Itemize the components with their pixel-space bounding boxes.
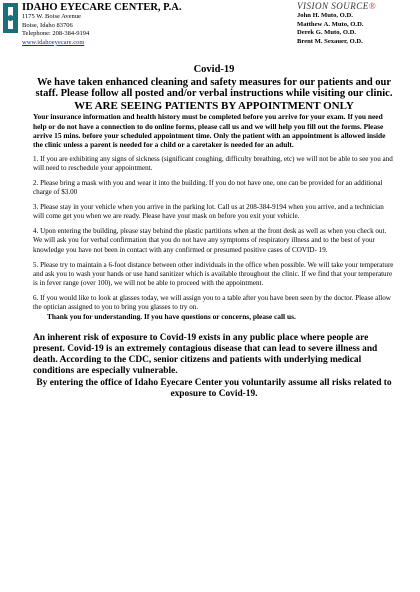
thanks-line: Thank you for understanding. If you have questions or concerns, please call us. (47, 312, 296, 322)
vision-source-logo (297, 1, 376, 11)
doctor-name: Derek G. Muto, O.D. (297, 29, 357, 37)
intro-paragraph: Your insurance information and health history must be completed before you arrive for your exam. If you need help or do not have a connection to do online forms, please call us and we will help you fill out the forms. Please arrive 15 mins. before your scheduled appointment time. Only the patient with an appointment is allowed inside the clinic unless a parent is needed for a child or a caretaker is needed for an adult. (33, 112, 386, 149)
notice-body (33, 64, 395, 400)
vision-source-logo-text: VISION SOURCE (297, 1, 369, 11)
assumption-of-risk: By entering the office of Idaho Eyecare Center you voluntarily assume all risks related to exposure to Covid-19. (36, 378, 392, 400)
doctor-list (297, 12, 417, 47)
doctor-name: Matthew A. Muto, O.D. (297, 20, 364, 28)
instruction-item: 5. Please try to maintain a 6-foot distance between other individuals in the office when possible. We will take your temperature and ask you to wash your hands or use hand sanitizer which is available throughout the clinic. If we find that your temperature is in fever range (over 100), we will not be able to proceed with the appointment. (33, 260, 394, 287)
practice-name: IDAHO EYECARE CENTER, P.A. (22, 2, 182, 13)
doctor-name: Brent M. Sexauer, O.D. (297, 38, 363, 46)
appointment-heading: WE ARE SEEING PATIENTS BY APPOINTMENT ONLY (74, 100, 354, 113)
doctor-name: John H. Muto, O.D. (297, 12, 353, 19)
logo-dot-icon: ® (368, 1, 377, 11)
website-link[interactable]: www.idahoeyecare.com (22, 38, 85, 46)
eye-logo-icon (3, 3, 18, 33)
instruction-item: 1. If you are exhibiting any signs of sickness (significant coughing, difficulty breathing, etc) we will not be able to see you and will need to reschedule your appointment. (33, 154, 393, 172)
instruction-item: 6. If you would like to look at glasses today, we will assign you to a table after you have been seen by the doctor. Please allow the optician assigned to you to bring you glasses to try on. (33, 293, 391, 311)
instruction-item: 3. Please stay in your vehicle when you arrive in the parking lot. Call us at 208-384-9194 when you arrive, and a technician will come get you when we are ready. Please have your mask on before you exit your vehicle. (33, 203, 384, 221)
instruction-item: 2. Please bring a mask with you and wear it into the building. If you do not have one, one can be provided for an additional charge of $3.00 (33, 178, 383, 197)
address-line-2: Boise, Idaho 83706 (22, 21, 73, 29)
notice-lead: We have taken enhanced cleaning and safety measures for our patients and our staff. Please follow all posted and/or verbal instructions while visiting our clinic. (35, 77, 393, 100)
notice-title: Covid-19 (193, 64, 235, 75)
address-line-1: 1175 W. Boise Avenue (22, 13, 81, 20)
instruction-item: 4. Upon entering the building, please stay behind the plastic partitions when at the front desk as well as when you check out. We will ask you for verbal confirmation that you do not have any symptoms of respiratory illness and to the best of your knowledge you have not been in contact with any confirmed or presumed positive cases of COVID- 19. (33, 227, 387, 254)
telephone: Telephone: 208-384-9194 (22, 30, 90, 38)
practice-info (22, 2, 252, 47)
risk-statement: An inherent risk of exposure to Covid-19 exists in any public place where people are present. Covid-19 is an extremely contagious disease that can lead to severe illness and death. According to the CDC, senior citizens and patients with underlying medical conditions are especially vulnerable. (33, 333, 378, 376)
